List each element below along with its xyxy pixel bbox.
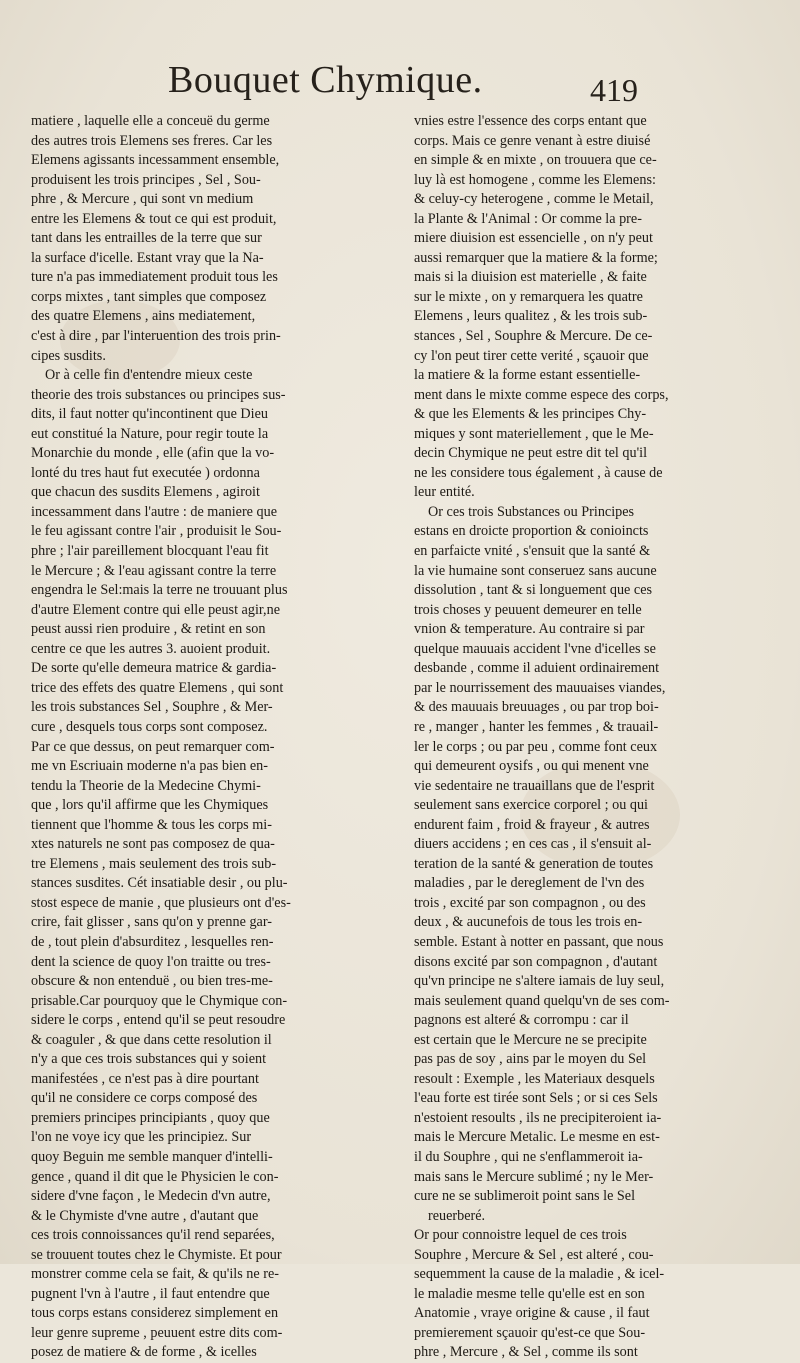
text-line: Elemens , leurs qualitez , & les trois sub- — [414, 308, 648, 325]
text-line: cure ne se sublimeroit point sans le Sel — [414, 1188, 636, 1205]
text-line: des quatre Elemens , ains mediatement, — [31, 308, 256, 325]
text-line: sidere le corps , entend qu'il se peut resoudre — [31, 1012, 286, 1029]
text-line: est certain que le Mercure ne se precipite — [414, 1031, 647, 1048]
text-line: reuerberé. — [428, 1207, 486, 1224]
text-line: les trois substances Sel , Souphre , & Mer- — [31, 699, 273, 716]
text-line: monstrer comme cela se fait, & qu'ils ne re- — [31, 1266, 279, 1283]
text-line: tant dans les entrailles de la terre que sur — [31, 230, 262, 247]
text-line: semble. Estant à notter en passant, que nous — [414, 933, 664, 950]
text-line: Souphre , Mercure & Sel , est alteré , cou- — [414, 1246, 654, 1263]
text-line: crire, fait glisser , sans qu'on y prenne gar- — [31, 914, 273, 931]
text-line: produisent les trois principes , Sel , Sou- — [31, 171, 261, 188]
text-line: aussi remarquer que la matiere & la forme; — [414, 249, 658, 266]
text-line: maladies , par le dereglement de l'vn des — [414, 875, 645, 892]
text-line: l'eau forte est tirée sont Sels ; or si ces Sels — [414, 1090, 658, 1107]
text-line: obscure & non entenduë , ou bien tres-me- — [31, 973, 273, 990]
text-line: la vie humaine sont conseruez sans aucune — [414, 562, 657, 579]
text-line: endurent faim , froid & frayeur , & autres — [414, 816, 650, 833]
text-line: tendu la Theorie de la Medecine Chymi- — [31, 777, 261, 794]
text-line: eut constitué la Nature, pour regir toute la — [31, 425, 269, 442]
text-line: pas pas de soy , ains par le moyen du Sel — [414, 1051, 647, 1068]
text-line: des autres trois Elemens ses freres. Car les — [31, 132, 273, 149]
text-line: & coaguler , & que dans cette resolution il — [31, 1031, 272, 1048]
text-line: ces trois connoissances qu'il rend separées, — [31, 1227, 275, 1244]
text-line: Or à celle fin d'entendre mieux ceste — [45, 367, 253, 384]
text-line: posez de matiere & de forme , & icelles — [31, 1344, 257, 1361]
right-text-column — [414, 112, 766, 1363]
text-line: il du Souphre , qui ne s'enflammeroit ia- — [414, 1148, 643, 1165]
text-line: estans en droicte proportion & conioincts — [414, 523, 649, 540]
text-line: se trouuent toutes chez le Chymiste. Et pour — [31, 1246, 282, 1263]
text-line: re , manger , hanter les femmes , & trauail- — [414, 718, 659, 735]
text-line: trois choses y peuuent demeurer en telle — [414, 601, 642, 618]
text-line: n'estoient resoults , ils ne precipiteroient ia- — [414, 1109, 662, 1126]
text-line: tous corps estans considerez simplement en — [31, 1305, 279, 1322]
text-line: sur le mixte , on y remarquera les quatre — [414, 288, 643, 305]
text-line: luy là est homogene , comme les Elemens: — [414, 171, 656, 188]
text-line: en simple & en mixte , on trouuera que ce- — [414, 152, 657, 169]
text-line: quelque mauuais accident l'vne d'icelles se — [414, 640, 656, 657]
text-line: dent la science de quoy l'on traitte ou tres- — [31, 953, 271, 970]
text-line: pugnent l'vn à l'autre , il faut entendre que — [31, 1285, 270, 1302]
text-line: stances , Sel , Souphre & Mercure. De ce- — [414, 328, 653, 345]
text-line: tre Elemens , mais seulement des trois sub- — [31, 855, 277, 872]
text-line: trice des effets des quatre Elemens , qui sont — [31, 679, 284, 696]
text-line: cy l'on peut tirer cette verité , sçauoir que — [414, 347, 649, 364]
text-line: prisable.Car pourquoy que le Chymique con- — [31, 992, 288, 1009]
text-line: phre ; l'air pareillement blocquant l'eau fit — [31, 543, 269, 560]
text-line: vnion & temperature. Au contraire si par — [414, 621, 645, 638]
text-line: le maladie mesme telle qu'elle est en son — [414, 1285, 645, 1302]
text-line: premiers principes principiants , quoy que — [31, 1109, 270, 1126]
text-line: dits, il faut notter qu'incontinent que Dieu — [31, 406, 268, 423]
text-line: seulement sans exercice corporel ; ou qui — [414, 797, 649, 814]
text-line: phre , Mercure , & Sel , comme ils sont — [414, 1344, 638, 1361]
text-line: & celuy-cy heterogene , comme le Metail, — [414, 191, 654, 208]
text-line: la Plante & l'Animal : Or comme la pre- — [414, 210, 642, 227]
text-line: le Mercure ; & l'eau agissant contre la terre — [31, 562, 277, 579]
text-line: cipes susdits. — [31, 347, 106, 364]
text-line: ne les considere tous également , à cause de — [414, 464, 663, 481]
text-line: phre , & Mercure , qui sont vn medium — [31, 191, 254, 208]
text-line: deux , & aucunefois de tous les trois en- — [414, 914, 643, 931]
text-line: la matiere & la forme estant essentielle- — [414, 367, 641, 384]
text-line: mais seulement quand quelqu'vn de ses com- — [414, 992, 670, 1009]
text-line: pagnons est alteré & corrompu : car il — [414, 1012, 629, 1029]
text-line: leur genre supreme , peuuent estre dits com- — [31, 1324, 283, 1341]
text-line: Or pour connoistre lequel de ces trois — [414, 1227, 627, 1244]
text-line: Anatomie , vraye origine & cause , il faut — [414, 1305, 650, 1322]
page-header — [0, 58, 800, 108]
text-line: corps. Mais ce genre venant à estre diuisé — [414, 132, 651, 149]
text-line: lonté du tres haut fut executée ) ordonna — [31, 464, 260, 481]
text-line: incessamment dans l'autre : de maniere que — [31, 503, 278, 520]
text-line: disons excité par son compagnon , d'autant — [414, 953, 658, 970]
text-line: le feu agissant contre l'air , produisit le Sou- — [31, 523, 282, 540]
text-line: cure , desquels tous corps sont composez. — [31, 718, 268, 735]
text-line: par le nourrissement des mauuaises viandes, — [414, 679, 666, 696]
text-line: qu'il ne considere ce corps composé des — [31, 1090, 258, 1107]
text-line: corps mixtes , tant simples que composez — [31, 288, 267, 305]
text-line: miere diuision est essencielle , on n'y peut — [414, 230, 653, 247]
text-line: dissolution , tant & si longuement que ces — [414, 582, 653, 599]
text-line: ment dans le mixte comme espece des corps, — [414, 386, 669, 403]
text-line: vnies estre l'essence des corps entant que — [414, 113, 647, 129]
text-line: & le Chymiste d'vne autre , d'autant que — [31, 1207, 259, 1224]
text-line: qu'vn principe ne s'altere iamais de luy seul, — [414, 973, 665, 990]
text-line: sequemment la cause de la maladie , & icel- — [414, 1266, 665, 1283]
text-line: mais le Mercure Metalic. Le mesme en est- — [414, 1129, 660, 1146]
text-line: centre ce que les autres 3. auoient produit. — [31, 640, 271, 657]
text-line: gence , quand il dit que le Physicien le con- — [31, 1168, 279, 1185]
text-line: en parfaicte vnité , s'ensuit que la santé & — [414, 543, 651, 560]
text-line: que chacun des susdits Elemens , agiroit — [31, 484, 260, 501]
text-line: me vn Escriuain moderne n'a pas bien en- — [31, 758, 268, 775]
text-line: ture n'a pas immediatement produit tous les — [31, 269, 278, 286]
text-line: teration de la santé & generation de toutes — [414, 855, 654, 872]
running-title: Bouquet Chymique. — [168, 59, 483, 101]
text-line: matiere , laquelle elle a conceuë du germe — [31, 113, 270, 129]
text-line: premierement sçauoir qu'est-ce que Sou- — [414, 1324, 646, 1341]
text-line: stances susdites. Cét insatiable desir , ou plu- — [31, 875, 288, 892]
text-line: manifestées , ce n'est pas à dire pourtant — [31, 1070, 259, 1087]
text-line: decin Chymique ne peut estre dit tel qu'il — [414, 445, 648, 462]
text-line: l'on ne voye icy que les principiez. Sur — [31, 1129, 252, 1146]
text-line: theorie des trois substances ou principes sus- — [31, 386, 286, 403]
text-line: ler le corps ; ou par peu , comme font ceux — [414, 738, 658, 755]
text-line: c'est à dire , par l'interuention des trois prin- — [31, 328, 281, 345]
text-line: xtes naturels ne sont pas composez de qua- — [31, 836, 275, 853]
text-line: leur entité. — [414, 484, 475, 501]
text-line: d'autre Element contre qui elle peust agir,ne — [31, 601, 280, 618]
text-line: mais sans le Mercure sublimé ; ny le Mer- — [414, 1168, 654, 1185]
text-line: vie sedentaire ne trauaillans que de l'esprit — [414, 777, 655, 794]
text-line: mais si la diuision est materielle , & faite — [414, 269, 647, 286]
text-line: que , lors qu'il affirme que les Chymiques — [31, 797, 269, 814]
text-line: la surface d'icelle. Estant vray que la Na- — [31, 249, 264, 266]
text-line: diuers accidens ; en ces cas , il s'ensuit al- — [414, 836, 652, 853]
page-number: 419 — [590, 72, 638, 108]
text-line: De sorte qu'elle demeura matrice & gardia- — [31, 660, 277, 677]
text-line: Or ces trois Substances ou Principes — [428, 503, 635, 520]
text-line: quoy Beguin me semble manquer d'intelli- — [31, 1148, 273, 1165]
text-line: Par ce que dessus, on peut remarquer com- — [31, 738, 275, 755]
text-line: qui demeurent oysifs , ou qui menent vne — [414, 758, 649, 775]
text-line: stost espece de manie , que plusieurs ont d'es- — [31, 894, 291, 911]
text-line: Elemens agissants incessamment ensemble, — [31, 152, 280, 169]
text-line: peust aussi rien produire , & retint en son — [31, 621, 266, 638]
text-line: & que les Elements & les principes Chy- — [414, 406, 647, 423]
text-line: n'y a que ces trois substances qui y soient — [31, 1051, 267, 1068]
text-line: tiennent que l'homme & tous les corps mi- — [31, 816, 272, 833]
text-line: de , tout plein d'absurditez , lesquelles ren- — [31, 933, 274, 950]
text-line: desbande , comme il aduient ordinairement — [414, 660, 660, 677]
text-line: miques y sont materiellement , que le Me- — [414, 425, 654, 442]
text-line: resoult : Exemple , les Materiaux desquels — [414, 1070, 655, 1087]
text-line: & des mauuais breuuages , ou par trop boi- — [414, 699, 659, 716]
text-line: engendra le Sel:mais la terre ne trouuant plus — [31, 582, 288, 599]
text-line: sidere d'vne façon , le Medecin d'vn autre, — [31, 1188, 271, 1205]
text-line: Monarchie du monde , elle (afin que la vo- — [31, 445, 275, 462]
text-line: entre les Elemens & tout ce qui est produit, — [31, 210, 277, 227]
text-line: trois , excité par son compagnon , ou des — [414, 894, 646, 911]
left-text-column — [31, 112, 383, 1363]
